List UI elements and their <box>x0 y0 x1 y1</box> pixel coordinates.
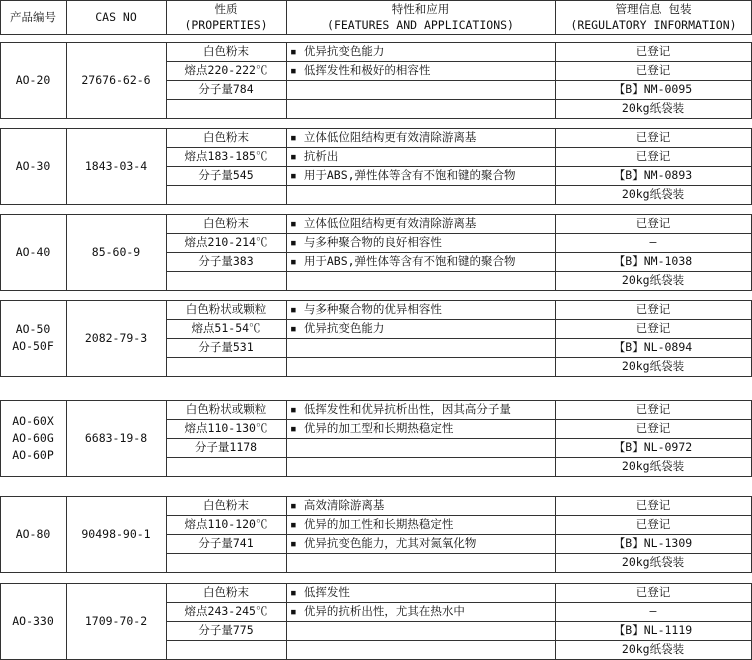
product-code: AO-60X <box>12 413 54 428</box>
product-code: AO-60G <box>12 430 54 445</box>
rule <box>0 0 752 1</box>
regulatory-cell: — <box>649 604 657 618</box>
product-code-cell <box>0 128 66 204</box>
regulatory-cell: 已登记 <box>635 216 671 230</box>
regulatory-cell: 【B】NL-0894 <box>613 340 693 354</box>
propertie-cell: 白色粉末 <box>203 585 249 599</box>
feature-cell: ▪ 低挥发性和极好的相容性 <box>290 63 431 77</box>
regulatory-cell: 已登记 <box>635 321 671 335</box>
header-properties-en: (PROPERTIES) <box>184 18 268 32</box>
regulatory-cell: 【B】NL-1119 <box>613 623 693 637</box>
propertie-cell: 熔点51-54℃ <box>191 321 261 335</box>
cas-number: 1843-03-4 <box>84 158 148 173</box>
feature-cell: ▪ 低挥发性 <box>290 585 350 599</box>
feature-cell <box>286 457 555 476</box>
propertie-cell: 分子量1178 <box>194 440 258 454</box>
feature-cell: ▪ 高效清除游离基 <box>290 498 385 512</box>
propertie-cell: 白色粉末 <box>203 44 249 58</box>
product-code: AO-50F <box>12 339 54 353</box>
header-regulatory-cn: 管理信息 包装 <box>615 2 692 16</box>
feature-cell <box>286 80 555 99</box>
rule <box>166 0 167 35</box>
rule <box>286 0 287 35</box>
feature-cell: ▪ 用于ABS,弹性体等含有不饱和键的聚合物 <box>290 168 516 182</box>
regulatory-cell: 【B】NL-0972 <box>613 440 693 454</box>
propertie-cell <box>166 640 286 659</box>
product-code: AO-60P <box>12 447 54 462</box>
feature-cell: ▪ 优异的加工性和长期热稳定性 <box>290 517 454 531</box>
propertie-cell: 熔点220-222℃ <box>184 63 268 77</box>
feature-cell <box>286 338 555 357</box>
regulatory-cell: 已登记 <box>635 302 671 316</box>
regulatory-cell: 20kg纸袋装 <box>621 101 685 115</box>
rule <box>0 34 752 35</box>
regulatory-cell: 20kg纸袋装 <box>621 187 685 201</box>
product-code-cell <box>0 583 66 659</box>
propertie-cell: 熔点110-130℃ <box>184 421 268 435</box>
header-features <box>286 0 555 34</box>
propertie-cell <box>166 99 286 118</box>
feature-cell <box>286 99 555 118</box>
header-cas-no <box>66 0 166 34</box>
regulatory-cell: 20kg纸袋装 <box>621 642 685 656</box>
product-code: AO-30 <box>15 158 51 173</box>
propertie-cell: 白色粉末 <box>203 216 249 230</box>
rule <box>66 0 67 35</box>
rule <box>0 376 752 377</box>
propertie-cell <box>166 271 286 290</box>
cas-number: 85-60-9 <box>91 244 141 259</box>
feature-cell: ▪ 与多种聚合物的良好相容性 <box>290 235 442 249</box>
regulatory-cell: 已登记 <box>635 63 671 77</box>
regulatory-cell: 已登记 <box>635 498 671 512</box>
feature-cell: ▪ 优异抗变色能力 <box>290 321 385 335</box>
propertie-cell: 分子量775 <box>198 623 254 637</box>
cas-number: 27676-62-6 <box>81 72 151 87</box>
regulatory-cell: 【B】NM-1038 <box>613 254 693 268</box>
feature-cell <box>286 271 555 290</box>
feature-cell <box>286 553 555 572</box>
feature-cell: ▪ 立体低位阻结构更有效清除游离基 <box>290 130 477 144</box>
feature-cell: ▪ 优异的加工型和长期热稳定性 <box>290 421 454 435</box>
feature-cell: ▪ 优异抗变色能力，尤其对氮氧化物 <box>290 536 477 550</box>
feature-cell: ▪ 优异的抗析出性，尤其在热水中 <box>290 604 465 618</box>
rule <box>0 290 752 291</box>
feature-cell: ▪ 用于ABS,弹性体等含有不饱和键的聚合物 <box>290 254 516 268</box>
regulatory-cell: 【B】NL-1309 <box>613 536 693 550</box>
product-code-cell <box>0 42 66 118</box>
propertie-cell <box>166 457 286 476</box>
feature-cell: ▪ 立体低位阻结构更有效清除游离基 <box>290 216 477 230</box>
product-code: AO-50 <box>15 322 51 336</box>
rule <box>0 572 752 573</box>
product-code-cell <box>0 400 66 476</box>
propertie-cell: 分子量784 <box>198 82 254 96</box>
regulatory-cell: — <box>649 235 657 249</box>
product-code-cell <box>0 214 66 290</box>
product-code: AO-80 <box>15 526 51 541</box>
regulatory-cell: 已登记 <box>635 517 671 531</box>
propertie-cell: 白色粉状或颗粒 <box>185 402 267 416</box>
header-cas-label: CAS NO <box>95 10 137 24</box>
header-properties-cn: 性质 <box>214 2 238 16</box>
rule <box>0 204 752 205</box>
cas-number: 1709-70-2 <box>84 613 148 628</box>
propertie-cell: 熔点210-214℃ <box>184 235 268 249</box>
regulatory-cell: 【B】NM-0095 <box>613 82 693 96</box>
propertie-cell: 白色粉末 <box>203 498 249 512</box>
header-regulatory <box>555 0 752 34</box>
propertie-cell: 白色粉末 <box>203 130 249 144</box>
propertie-cell: 分子量741 <box>198 536 254 550</box>
propertie-cell <box>166 185 286 204</box>
regulatory-cell: 已登记 <box>635 402 671 416</box>
rule <box>0 476 752 477</box>
header-product-code <box>0 0 66 34</box>
cas-number: 6683-19-8 <box>84 430 148 445</box>
propertie-cell: 分子量531 <box>198 340 254 354</box>
header-features-en: (FEATURES AND APPLICATIONS) <box>327 18 514 32</box>
header-product-code-label: 产品编号 <box>10 10 56 24</box>
feature-cell: ▪ 抗析出 <box>290 149 339 163</box>
regulatory-cell: 20kg纸袋装 <box>621 459 685 473</box>
regulatory-cell: 已登记 <box>635 585 671 599</box>
propertie-cell <box>166 357 286 376</box>
product-code: AO-330 <box>12 613 54 628</box>
cas-number: 2082-79-3 <box>84 330 148 345</box>
feature-cell <box>286 357 555 376</box>
header-features-cn: 特性和应用 <box>391 2 450 16</box>
feature-cell: ▪ 与多种聚合物的优异相容性 <box>290 302 442 316</box>
regulatory-cell: 20kg纸袋装 <box>621 273 685 287</box>
rule <box>0 118 752 119</box>
product-code: AO-40 <box>15 244 51 259</box>
propertie-cell: 分子量383 <box>198 254 254 268</box>
product-code-cell <box>0 496 66 572</box>
propertie-cell: 熔点243-245℃ <box>184 604 268 618</box>
propertie-cell: 熔点183-185℃ <box>184 149 268 163</box>
cas-number: 90498-90-1 <box>81 526 151 541</box>
regulatory-cell: 已登记 <box>635 130 671 144</box>
rule <box>0 0 1 35</box>
header-regulatory-en: (REGULATORY INFORMATION) <box>570 18 737 32</box>
regulatory-cell: 20kg纸袋装 <box>621 555 685 569</box>
propertie-cell: 熔点110-120℃ <box>184 517 268 531</box>
propertie-cell <box>166 553 286 572</box>
product-code-cell <box>0 300 66 376</box>
propertie-cell: 白色粉状或颗粒 <box>185 302 267 316</box>
feature-cell: ▪ 优异抗变色能力 <box>290 44 385 58</box>
feature-cell <box>286 438 555 457</box>
rule <box>555 0 556 35</box>
feature-cell <box>286 621 555 640</box>
feature-cell: ▪ 低挥发性和优异抗析出性，因其高分子量 <box>290 402 511 416</box>
regulatory-cell: 已登记 <box>635 421 671 435</box>
regulatory-cell: 【B】NM-0893 <box>613 168 693 182</box>
regulatory-cell: 20kg纸袋装 <box>621 359 685 373</box>
feature-cell <box>286 640 555 659</box>
feature-cell <box>286 185 555 204</box>
header-properties <box>166 0 286 34</box>
product-code: AO-20 <box>15 72 51 87</box>
regulatory-cell: 已登记 <box>635 149 671 163</box>
propertie-cell: 分子量545 <box>198 168 254 182</box>
regulatory-cell: 已登记 <box>635 44 671 58</box>
